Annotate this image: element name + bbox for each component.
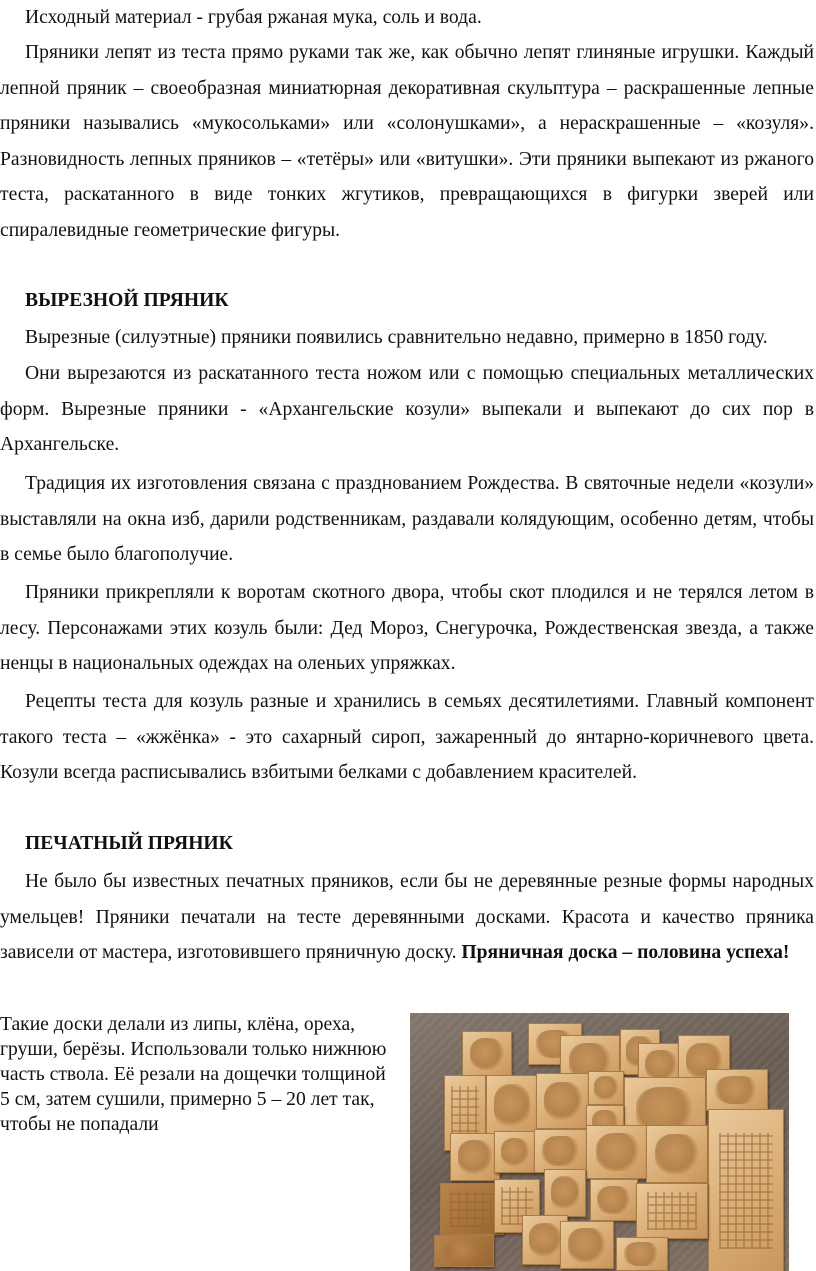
paragraph-cut-method: Они вырезаются из раскатанного теста ножом или с помощью специальных металлических форм. Вырезные пряники - «Архангельские козули» выпекали и выпекают до сих пор в Архангельске. (0, 363, 814, 455)
board-carving (544, 1169, 586, 1217)
gingerbread-boards-photo (410, 1013, 789, 1271)
board-carving (586, 1125, 650, 1179)
paragraph-characters: Пряники прикрепляли к воротам скотного двора, чтобы скот плодился и не терялся летом в лесу. Персонажами этих козуль были: Дед Мороз, Снегурочка, Рождественская звезда, а также ненцы в национальных одеждах на оленьих упряжках. (0, 582, 814, 674)
paragraph-recipes: Рецепты теста для козуль разные и хранились в семьях десятилетиями. Главный компонент такого теста – «жжёнка» - это сахарный сироп, зажаренный до янтарно-коричневого цвета. Козули всегда расписывались взбитыми белками с добавлением красителей. (0, 691, 814, 783)
board-carving (434, 1235, 494, 1267)
heading-cut-gingerbread: ВЫРЕЗНОЙ ПРЯНИК (25, 290, 229, 311)
heading-printed-gingerbread: ПЕЧАТНЫЙ ПРЯНИК (25, 833, 233, 854)
board-carving (450, 1133, 500, 1181)
paragraph-printed-boards-text: Не было бы известных печатных пряников, если бы не деревянные резные формы народных умельцев! Пряники печатали на тесте деревянными досками. Красота и качество пряника зависели от мастера, изготовившего пряничную доску. (0, 871, 814, 963)
board-carving (588, 1071, 624, 1105)
paragraph-printed-boards (0, 864, 814, 971)
board-carving (708, 1109, 784, 1271)
board-carving (536, 1073, 590, 1129)
paragraph-cut-history: Вырезные (силуэтные) пряники появились сравнительно недавно, примерно в 1850 году. (25, 327, 768, 348)
board-carving (534, 1129, 588, 1173)
paragraph-tradition: Традиция их изготовления связана с празднованием Рождества. В святочные недели «козули» выставляли на окна изб, дарили родственникам, раздавали колядующим, особенно детям, чтобы в семье было благополучие. (0, 473, 814, 565)
board-carving (560, 1221, 614, 1269)
board-carving (646, 1125, 708, 1183)
paragraph-molded-gingerbread: Пряники лепят из теста прямо руками так же, как обычно лепят глиняные игрушки. Каждый лепной пряник – своеобразная миниатюрная декоративная скульптура – раскрашенные лепные пряники назывались «мукосольками» или «солонушками», а нераскрашенные – «козуля». Разновидность лепных пряников – «тетёры» или «витушки». Эти пряники выпекают из ржаного теста, раскатанного в виде тонких жгутиков, превращающихся в фигурки зверей или спиралевидные геометрические фигуры. (0, 42, 814, 241)
board-carving (616, 1237, 668, 1271)
emphasis-board-half-success: Пряничная доска – половина успеха! (461, 942, 790, 963)
board-carving (486, 1075, 538, 1137)
board-carving (590, 1179, 638, 1221)
paragraph-source-material: Исходный материал - грубая ржаная мука, соль и вода. (25, 7, 482, 28)
board-carving (706, 1069, 768, 1111)
paragraph-board-wood: Такие доски делали из липы, клёна, ореха, груши, берёзы. Использовали только нижнюю часть ствола. Её резали на дощечки толщиной 5 см, затем сушили, примерно 5 – 20 лет так, чтобы не попадали (0, 1014, 387, 1135)
board-carving (636, 1183, 708, 1239)
board-carving (494, 1131, 536, 1173)
board-carving (462, 1031, 512, 1077)
